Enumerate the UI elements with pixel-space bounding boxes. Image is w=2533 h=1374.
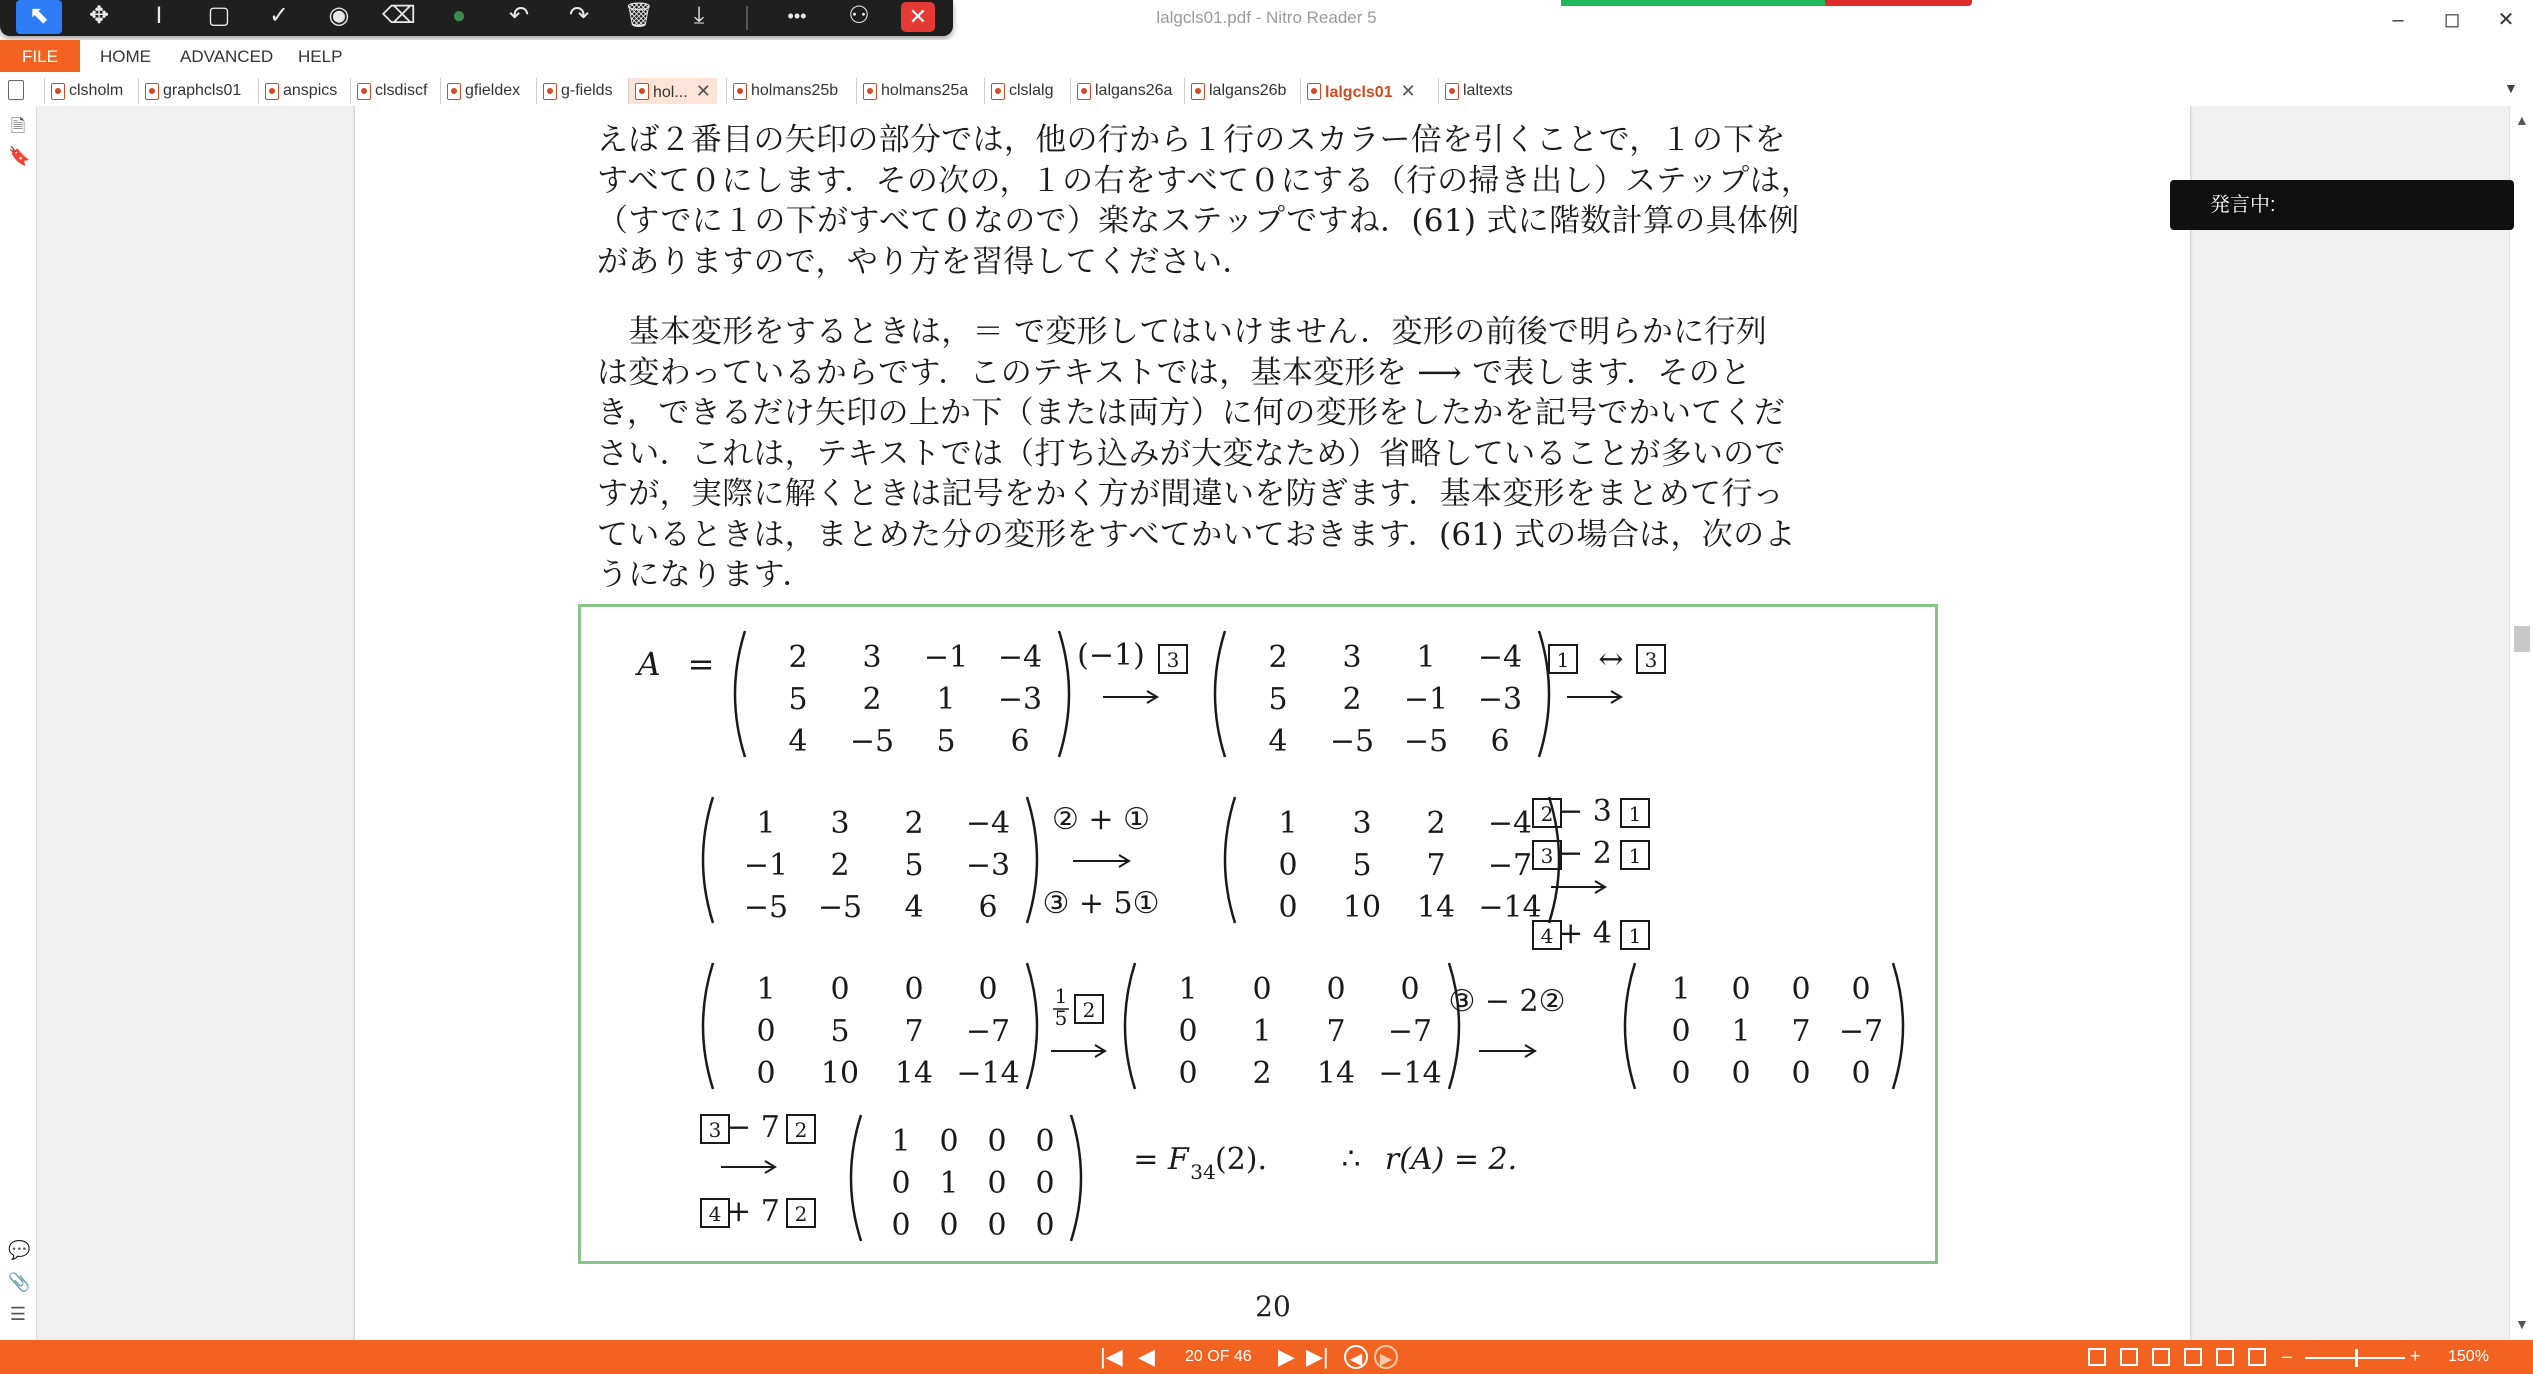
matrix-2-entry: 2: [1342, 682, 1362, 717]
matrix-5-entry: 5: [830, 1014, 850, 1049]
matrix-6-entry: 0: [1252, 972, 1272, 1007]
matrix-6-entry: 14: [1316, 1056, 1356, 1091]
single-page-view-icon[interactable]: [2088, 1348, 2106, 1366]
matrix-left-paren: [735, 631, 745, 757]
matrix-5-entry: 14: [894, 1056, 934, 1091]
menu-advanced[interactable]: ADVANCED: [180, 47, 274, 66]
check-icon[interactable]: ✓: [268, 2, 290, 29]
matrix-4-entry: 7: [1426, 848, 1446, 883]
tab-label: clsdiscf: [375, 82, 428, 99]
text-line: （すでに１の下がすべて０なので）楽なステップですね．(61) 式に階数計算の具体例: [597, 203, 1800, 239]
op7-text: − 7: [726, 1110, 780, 1145]
matrix-2-entry: 1: [1416, 640, 1436, 675]
zoom-out-icon[interactable]: –: [2282, 1346, 2293, 1366]
move-icon[interactable]: ✥: [88, 2, 110, 29]
matrix-4-entry: 10: [1342, 890, 1382, 925]
tab-lalgcls01[interactable]: [1300, 78, 1422, 104]
result-arg: (2).: [1214, 1142, 1268, 1177]
matrix-6-entry: 0: [1326, 972, 1346, 1007]
tab-label: lalgans26a: [1095, 82, 1173, 99]
matrix-7-entry: 0: [1731, 972, 1751, 1007]
matrix-4-entry: 3: [1352, 806, 1372, 841]
matrix-4-entry: 1: [1278, 806, 1298, 841]
matrix-8-entry: 0: [1035, 1166, 1055, 1201]
op4-text: − 3: [1558, 794, 1612, 829]
matrix-left-paren: [1625, 963, 1635, 1089]
matrix-3-entry: −3: [965, 848, 1011, 883]
rectangle-icon[interactable]: ▢: [207, 2, 231, 29]
matrix-left-paren: [1125, 963, 1135, 1089]
tab-anspics[interactable]: [258, 78, 343, 104]
tab-clsdiscf[interactable]: [350, 78, 433, 104]
matrix-7-entry: 1: [1671, 972, 1691, 1007]
pdf-file-icon: [733, 83, 747, 100]
scroll-up-icon[interactable]: ▲: [2515, 112, 2529, 128]
matrix-8-entry: 0: [891, 1166, 911, 1201]
tab-g-fields[interactable]: [536, 78, 619, 104]
matrix-8-entry: 0: [1035, 1208, 1055, 1243]
tab-hol[interactable]: [628, 78, 717, 104]
matrix-2-entry: −5: [1329, 724, 1375, 759]
tab-label: gfieldex: [465, 82, 521, 99]
pdf-file-icon: [447, 83, 461, 100]
tab-label: laltexts: [1463, 82, 1513, 99]
facing-continuous-view-icon[interactable]: [2184, 1348, 2202, 1366]
menu-file[interactable]: FILE: [0, 40, 80, 72]
download-icon[interactable]: ⤓: [693, 2, 705, 29]
page-thumbnails-icon[interactable]: 🗎: [10, 116, 26, 136]
pdf-file-icon: [265, 83, 279, 100]
pdf-file-icon: [145, 83, 159, 100]
text-line: うになります．: [597, 557, 814, 593]
matrix-8-entry: 0: [939, 1208, 959, 1243]
op3-below: ③ + 5①: [1042, 886, 1160, 921]
tab-list-chevron-down-icon[interactable]: ▼: [2504, 80, 2518, 96]
matrix-right-paren: [1449, 963, 1459, 1089]
meeting-progress-green: [1561, 0, 1825, 6]
matrix-7-entry: 0: [1791, 1056, 1811, 1091]
text-line: き，できるだけ矢印の上か下（または両方）に何の変形をしたかを記号でかいてくだ: [597, 395, 1786, 431]
matrix-5-entry: 10: [820, 1056, 860, 1091]
row-label-number: 1: [1628, 844, 1642, 868]
matrix-6-entry: 1: [1252, 1014, 1272, 1049]
row-label-number: 2: [1540, 802, 1554, 826]
matrix-6-entry: 1: [1178, 972, 1198, 1007]
text-line: えば２番目の矢印の部分では，他の行から１行のスカラー倍を引くことで，１の下を: [597, 122, 1786, 158]
matrix-1-entry: −1: [923, 640, 969, 675]
matrix-2-entry: 4: [1268, 724, 1288, 759]
matrix-4-entry: 0: [1278, 890, 1298, 925]
text-line: さい．これは，テキストでは（打ち込みが大変なため）省略していることが多いので: [597, 435, 1786, 472]
last-page-icon[interactable]: ▶|: [1306, 1344, 1329, 1369]
matrix-1-entry: −3: [997, 682, 1043, 717]
matrix-8-entry: 0: [987, 1208, 1007, 1243]
matrix-5-entry: 0: [830, 972, 850, 1007]
tab-label: lalgans26b: [1209, 82, 1287, 99]
toolbar-separator: [746, 6, 748, 30]
matrix-7-entry: 0: [1851, 1056, 1871, 1091]
eraser-icon[interactable]: ⌫: [382, 2, 416, 29]
tab-label: graphcls01: [163, 82, 242, 99]
tab-label: clslalg: [1009, 82, 1054, 99]
matrix-1-entry: 1: [936, 682, 956, 717]
op3-above: ② + ①: [1052, 802, 1150, 837]
matrix-4-entry: −14: [1478, 890, 1542, 925]
row-label-number: 3: [1166, 648, 1180, 672]
matrix-3-entry: −5: [743, 890, 789, 925]
tab-clslalg[interactable]: [984, 78, 1059, 104]
speaking-indicator: 発言中:: [2170, 180, 2514, 230]
status-bar: [0, 1340, 2533, 1374]
comments-icon[interactable]: 💬: [8, 1240, 31, 1260]
document-viewport[interactable]: [37, 106, 2509, 1340]
row-label-number: 4: [1540, 924, 1554, 948]
matrix-A-label: A: [637, 645, 661, 683]
next-page-icon[interactable]: ▶: [1278, 1344, 1295, 1369]
swap-symbol: ↔: [1598, 642, 1624, 677]
matrix-1-entry: 5: [936, 724, 956, 759]
scrollbar-thumb[interactable]: [2514, 626, 2530, 652]
matrix-2-entry: −4: [1477, 640, 1523, 675]
matrix-3-entry: −4: [965, 806, 1011, 841]
floating-annotation-toolbar: [0, 0, 953, 36]
matrix-6-entry: −14: [1378, 1056, 1442, 1091]
row-label-number: 3: [1644, 648, 1658, 672]
matrix-6-entry: 2: [1252, 1056, 1272, 1091]
text-line: ているときは，まとめた分の変形をすべてかいておきます．(61) 式の場合は，次のよ: [597, 516, 1796, 553]
menu-home[interactable]: HOME: [100, 47, 151, 66]
matrix-6-entry: 7: [1326, 1014, 1346, 1049]
matrix-8-entry: 1: [939, 1166, 959, 1201]
close-toolbar-icon[interactable]: ✕: [901, 2, 935, 32]
therefore-symbol: ∴: [1341, 1142, 1361, 1177]
text-line: 基本変形をするときは，＝ で変形してはいけません．変形の前後で明らかに行列: [597, 314, 1768, 350]
matrix-left-paren: [703, 963, 713, 1089]
matrix-7-entry: −7: [1838, 1014, 1884, 1049]
page-indicator[interactable]: 20 OF 46: [1185, 1348, 1252, 1365]
trash-icon[interactable]: 🗑: [623, 2, 655, 29]
tab-label: hol...: [653, 84, 688, 101]
pdf-file-icon: [51, 83, 65, 100]
op6-above: ③ − 2②: [1448, 984, 1566, 1019]
matrix-left-paren: [1225, 797, 1235, 923]
matrix-5-entry: −14: [956, 1056, 1020, 1091]
menu-bar: [0, 40, 2533, 72]
matrix-5-entry: 0: [904, 972, 924, 1007]
text-line: すが，実際に解くときは記号をかく方が間違いを防ぎます．基本変形をまとめて行っ: [597, 476, 1784, 512]
result-subscript: 34: [1190, 1160, 1216, 1184]
matrix-3-entry: 6: [978, 890, 998, 925]
matrix-1-entry: 6: [1010, 724, 1030, 759]
matrix-3-entry: 3: [830, 806, 850, 841]
row-label-number: 2: [794, 1202, 808, 1226]
matrix-2-entry: 5: [1268, 682, 1288, 717]
document-tab-bar: [0, 72, 2533, 107]
matrix-4-entry: 0: [1278, 848, 1298, 883]
vertical-scrollbar[interactable]: [2509, 106, 2533, 1340]
matrix-6-entry: −7: [1387, 1014, 1433, 1049]
facing-view-icon[interactable]: [2152, 1348, 2170, 1366]
row-label-number: 2: [1082, 998, 1096, 1022]
matrix-3-entry: 1: [756, 806, 776, 841]
matrix-6-entry: 0: [1400, 972, 1420, 1007]
pointer-icon[interactable]: ⬉: [16, 0, 62, 34]
matrix-2-entry: 2: [1268, 640, 1288, 675]
text-line: は変わっているからです．このテキストでは，基本変形を ⟶ で表します．そのと: [597, 354, 1752, 391]
left-side-panel: [0, 106, 37, 1340]
matrix-1-entry: −4: [997, 640, 1043, 675]
matrix-5-entry: 0: [756, 1014, 776, 1049]
matrix-left-paren: [851, 1115, 861, 1241]
result-F: = F: [1133, 1142, 1189, 1177]
op5-fraction-num: 1: [1054, 984, 1068, 1008]
attachments-icon[interactable]: 📎: [8, 1272, 31, 1292]
matrix-2-entry: 3: [1342, 640, 1362, 675]
tab-clsholm[interactable]: [44, 78, 129, 104]
matrix-1-entry: 2: [788, 640, 808, 675]
row-label-number: 3: [1540, 844, 1554, 868]
tab-holmans25a[interactable]: [856, 78, 974, 104]
tab-holmans25b[interactable]: [726, 78, 844, 104]
matrix-7-entry: 0: [1851, 972, 1871, 1007]
matrix-1-entry: 4: [788, 724, 808, 759]
paragraph-2: [597, 312, 1897, 596]
matrix-3-entry: −1: [743, 848, 789, 883]
text-line: がありますので，やり方を習得してください．: [597, 243, 1254, 280]
matrix-3-entry: 2: [904, 806, 924, 841]
next-view-icon[interactable]: ▶: [1374, 1345, 1398, 1369]
matrix-left-paren: [703, 797, 713, 923]
matrix-6-entry: 0: [1178, 1014, 1198, 1049]
tab-label: anspics: [283, 82, 338, 99]
tab-laltexts[interactable]: [1438, 78, 1519, 104]
window-title: lalgcls01.pdf - Nitro Reader 5: [1156, 8, 1377, 27]
tab-lalgans26b[interactable]: [1184, 78, 1292, 104]
pdf-file-icon: [1445, 83, 1459, 100]
matrix-4-entry: 14: [1416, 890, 1456, 925]
matrix-right-paren: [1027, 797, 1037, 923]
meeting-progress-red: [1825, 0, 1972, 6]
matrix-8-entry: 0: [891, 1208, 911, 1243]
row-label-number: 3: [708, 1118, 722, 1142]
matrix-3-entry: 4: [904, 890, 924, 925]
pdf-file-icon: [357, 83, 371, 100]
matrix-3-entry: 5: [904, 848, 924, 883]
matrix-5-entry: −7: [965, 1014, 1011, 1049]
paragraph-1: [597, 120, 1897, 282]
pdf-file-icon: [635, 83, 649, 100]
continuous-view-icon[interactable]: [2120, 1348, 2138, 1366]
matrix-1-entry: 2: [862, 682, 882, 717]
matrix-4-entry: 2: [1426, 806, 1446, 841]
page-number: 20: [1255, 1290, 1291, 1323]
matrix-5-entry: 1: [756, 972, 776, 1007]
matrix-5-entry: 7: [904, 1014, 924, 1049]
matrix-7-entry: 0: [1791, 972, 1811, 1007]
more-icon[interactable]: •••: [787, 6, 807, 26]
matrix-7-entry: 0: [1671, 1056, 1691, 1091]
fit-width-icon[interactable]: [2216, 1348, 2234, 1366]
pdf-file-icon: [991, 83, 1005, 100]
matrix-8-entry: 0: [987, 1166, 1007, 1201]
matrix-left-paren: [1215, 631, 1225, 757]
row-label-number: 1: [1628, 924, 1642, 948]
first-page-icon[interactable]: |◀: [1100, 1344, 1123, 1369]
matrix-6-entry: 0: [1178, 1056, 1198, 1091]
zoom-slider-thumb[interactable]: [2355, 1349, 2358, 1367]
op4-text: + 4: [1558, 916, 1612, 951]
matrix-7-entry: 0: [1671, 1014, 1691, 1049]
row-label-number: 4: [708, 1202, 722, 1226]
color-dot-icon[interactable]: ●: [451, 2, 467, 29]
close-window-button[interactable]: ✕: [2497, 9, 2515, 31]
pdf-file-icon: [1077, 83, 1091, 100]
matrix-3-entry: 2: [830, 848, 850, 883]
matrix-8-entry: 0: [987, 1124, 1007, 1159]
rank-result: r(A) = 2.: [1384, 1142, 1518, 1177]
previous-view-icon[interactable]: ◀: [1344, 1345, 1368, 1369]
pdf-file-icon: [543, 83, 557, 100]
equals-sign: =: [687, 645, 715, 683]
matrix-7-entry: 0: [1731, 1056, 1751, 1091]
matrix-2-entry: −5: [1403, 724, 1449, 759]
matrix-right-paren: [1059, 631, 1069, 757]
pdf-file-icon: [1191, 83, 1205, 100]
matrix-8-entry: 1: [891, 1124, 911, 1159]
op5-fraction-den: 5: [1054, 1006, 1068, 1030]
matrix-3-entry: −5: [817, 890, 863, 925]
matrix-1-entry: 5: [788, 682, 808, 717]
matrix-4-entry: −4: [1487, 806, 1533, 841]
tab-label: holmans25b: [751, 82, 839, 99]
op4-text: − 2: [1558, 836, 1612, 871]
matrix-5-entry: 0: [756, 1056, 776, 1091]
document-list-icon[interactable]: [8, 80, 24, 100]
tab-lalgans26a[interactable]: [1070, 78, 1178, 104]
matrix-7-entry: 7: [1791, 1014, 1811, 1049]
matrix-1-entry: −5: [849, 724, 895, 759]
scroll-down-icon[interactable]: ▼: [2515, 1316, 2529, 1332]
tab-label: holmans25a: [881, 82, 969, 99]
matrix-right-paren: [1893, 963, 1903, 1089]
matrix-1-entry: 3: [862, 640, 882, 675]
minimize-button[interactable]: –: [2392, 9, 2404, 31]
output-icon[interactable]: ☰: [9, 1304, 27, 1324]
tab-label: clsholm: [69, 82, 124, 99]
menu-help[interactable]: HELP: [298, 47, 343, 66]
matrix-right-paren: [1539, 631, 1549, 757]
matrix-5-entry: 0: [978, 972, 998, 1007]
share-user-icon[interactable]: ⚇: [848, 2, 870, 29]
tab-label: lalgcls01: [1325, 84, 1393, 101]
matrix-8-entry: 0: [939, 1124, 959, 1159]
text-line: すべて０にします．その次の，１の右をすべて０にする（行の掃き出し）ステップは，: [597, 162, 1813, 199]
matrix-4-entry: 5: [1352, 848, 1372, 883]
bookmarks-icon[interactable]: 🔖: [8, 146, 31, 166]
row-label-number: 2: [794, 1118, 808, 1142]
matrix-7-entry: 1: [1731, 1014, 1751, 1049]
matrix-right-paren: [1071, 1115, 1081, 1241]
zoom-level[interactable]: 150%: [2448, 1348, 2489, 1365]
tab-label: g-fields: [561, 82, 613, 99]
op1-scalar: (−1): [1077, 638, 1145, 673]
pdf-file-icon: [1307, 83, 1321, 100]
stamp-icon[interactable]: ◉: [328, 2, 350, 29]
fit-page-icon[interactable]: [2248, 1348, 2266, 1366]
matrix-4-entry: −7: [1487, 848, 1533, 883]
maximize-button[interactable]: ◻: [2443, 9, 2461, 31]
tab-close-icon[interactable]: ✕: [1400, 81, 1416, 101]
tab-close-icon[interactable]: ✕: [695, 81, 711, 101]
zoom-in-icon[interactable]: +: [2410, 1346, 2421, 1366]
matrix-8-entry: 0: [1035, 1124, 1055, 1159]
tab-graphcls01[interactable]: [138, 78, 247, 104]
rank-computation-box: [578, 604, 1938, 1264]
pdf-file-icon: [863, 83, 877, 100]
text-cursor-icon[interactable]: I: [155, 2, 163, 29]
matrix-2-entry: −1: [1403, 682, 1449, 717]
op7-text: + 7: [726, 1194, 780, 1229]
row-label-number: 1: [1628, 802, 1642, 826]
undo-icon[interactable]: ↶: [508, 2, 530, 29]
previous-page-icon[interactable]: ◀: [1138, 1344, 1155, 1369]
redo-icon[interactable]: ↷: [568, 2, 590, 29]
rank-computation-figure: [581, 607, 1935, 1261]
row-label-number: 1: [1556, 648, 1570, 672]
matrix-right-paren: [1027, 963, 1037, 1089]
matrix-2-entry: −3: [1477, 682, 1523, 717]
tab-gfieldex[interactable]: [440, 78, 526, 104]
matrix-2-entry: 6: [1490, 724, 1510, 759]
